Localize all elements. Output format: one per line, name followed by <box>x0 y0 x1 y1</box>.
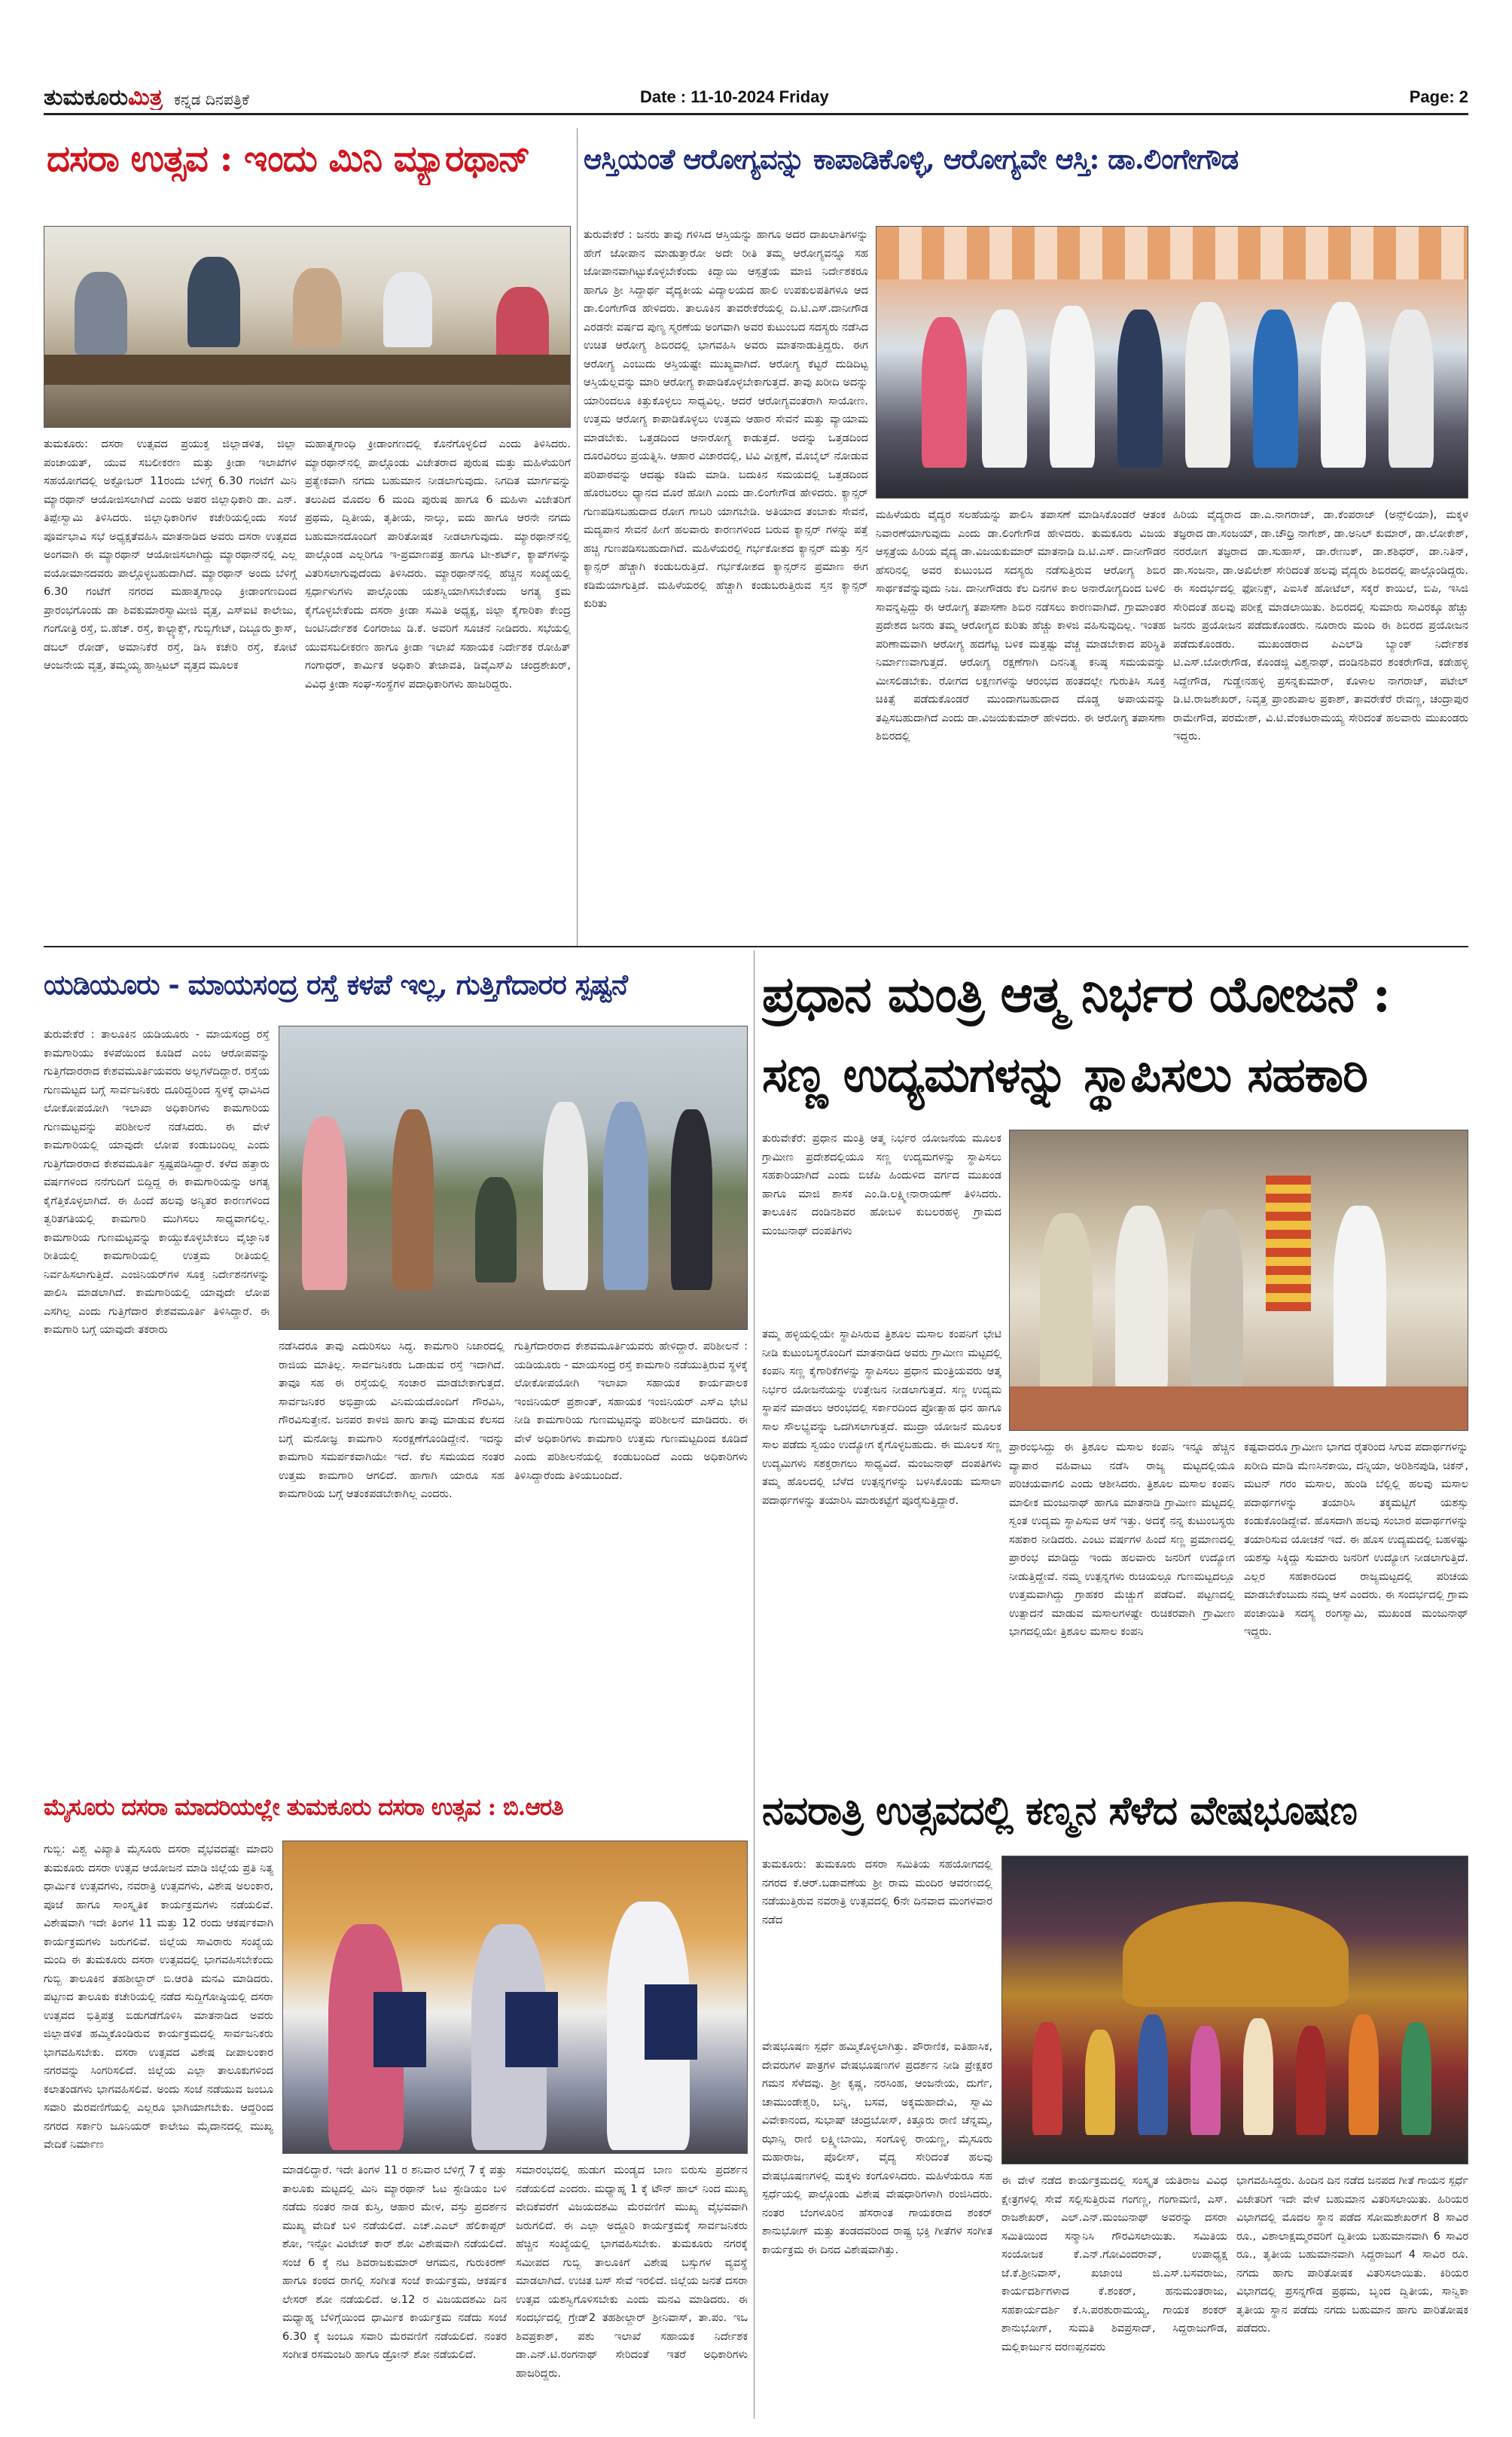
costume-event-photo <box>1001 1856 1468 2164</box>
headline-atmanirbhar-line1: ಪ್ರಧಾನ ಮಂತ್ರಿ ಆತ್ಮ ನಿರ್ಭರ ಯೋಜನೆ : <box>762 965 1391 1023</box>
column-divider <box>577 128 578 946</box>
article-body-col: ಗುತ್ತಿಗೆದಾರರಾದ ಕೇಶವಮೂರ್ತಿಯವರು ಹೇಳಿದ್ದಾರೆ. ಪರಿಶೀಲನೆ : ಯಡಿಯೂರು - ಮಾಯಸಂದ್ರ ರಸ್ತೆ ಕಾಮಗಾರಿ ನಡೆಯುತ್ತಿರುವ ಸ್ಥಳಕ್ಕೆ ಲೋಕೋಪಯೋಗಿ ಇಲಾಖಾ ಸಹಾಯಕ ಕಾರ್ಯಪಾಲಕ ಇಂಜಿನಿಯರ್ ಪ್ರಶಾಂತ್, ಸಹಾಯಕ ಇಂಜಿನಿಯರ್ ಎಸ್‌ಎ ಭೇಟಿ ನೀಡಿ ಕಾಮಗಾರಿಯ ಗುಣಮಟ್ಟವನ್ನು ಪರಿಶೀಲನೆ ಮಾಡಿದರು. ಈ ವೇಳೆ ಅಧಿಕಾರಿಗಳು ಕಾಮಗಾರಿ ಉತ್ತಮ ಗುಣಮಟ್ಟದಿಂದ ಕೂಡಿದೆ ಎಂದು ಪರಿಶೀಲನೆಯಲ್ಲಿ ಕಂಡುಬಂದಿದೆ ಎಂದು ಅಧಿಕಾರಿಗಳು ತಿಳಿಸಿದ್ದಾರೆಂದು ತಿಳಿಯಬಂದಿದೆ. <box>514 1341 748 1482</box>
article-body-col: ತುರುವೇಕೆರೆ : ಜನರು ತಾವು ಗಳಿಸಿದ ಆಸ್ತಿಯನ್ನು ಹಾಗೂ ಅದರ ದಾಖಲಾತಿಗಳನ್ನು ಹೇಗೆ ಜೋಪಾನ ಮಾಡುತ್ತಾರೋ ಅದೇ ರೀತಿ ತಮ್ಮ ಆರೋಗ್ಯವನ್ನೂ ಸಹ ಜೋಪಾನವಾಗಿಟ್ಟುಕೊಳ್ಳಬೇಕೆಂದು ಕಿದ್ವಾಯಿ ಆಸ್ಪತ್ರೆಯ ಮಾಜಿ ನಿರ್ದೇಶಕರೂ ಹಾಗೂ ಶ್ರೀ ಸಿದ್ದಾರ್ಥ ವೈದ್ಯಕೀಯ ವಿದ್ಯಾಲಯದ ಹಾಲಿ ಉಪಕುಲಪತಿಗಳೂ ಆದ ಡಾ.ಲಿಂಗೇಗೌಡ ಹೇಳಿದರು. ತಾಲೂಕಿನ ತಾವರೇಕೆರೆಯಲ್ಲಿ ದಿ.ಟಿ.ಎಸ್.ದಾನೀಗೌಡ ಎರಡನೇ ವರ್ಷದ ಪುಣ್ಯ ಸ್ಮರಣೆಯ ಅಂಗವಾಗಿ ಅವರ ಕುಟುಂಬದ ಸದಸ್ಯರು ನಡೆಸಿದ ಉಚಿತ ಆರೋಗ್ಯ ಶಿಬಿರದಲ್ಲಿ ಭಾಗವಹಿಸಿ ಅವರು ಮಾತನಾಡುತ್ತಿದ್ದರು. ಈಗ ಆರೋಗ್ಯ ಎಂಬುದು ಆಸ್ತಿಯಷ್ಟೇ ಮುಖ್ಯವಾಗಿದೆ. ಆರೋಗ್ಯ ಕೆಟ್ಟರೆ ದುಡಿದಿಟ್ಟ ಆಸ್ತಿಯೆಲ್ಲವನ್ನು ಮಾರಿ ಆರೋಗ್ಯ ಕಾಪಾಡಿಕೊಳ್ಳಬೇಕಾಗುತ್ತದೆ. ತಾವು ಖರೀದಿ ಅದನ್ನು ಯಾರಿಂದಲೂ ಕಿತ್ತುಕೊಳ್ಳಲು ಸಾಧ್ಯವಿಲ್ಲ. ಆದರೆ ಆರೋಗ್ಯವಂತರಾಗಿ ಸಾಯೋಣ. ಉತ್ತಮ ಆರೋಗ್ಯ ಕಾಪಾಡಿಕೊಳ್ಳಲು ಉತ್ತಮ ಆಹಾರ ಸೇವನೆ ಮತ್ತು ವ್ಯಾಯಾಮ ಮಾಡಬೇಕು. ಒತ್ತಡದಿಂದ ಆನಾರೋಗ್ಯ ಕಾಡುತ್ತದೆ. ಅದನ್ನು ಒತ್ತಡದಿಂದ ದೂರವಿರಲು ಪ್ರಯತ್ನಿಸಿ. ಆಹಾರ ವಿಚಾರದಲ್ಲಿ, ಟಿವಿ ವೀಕ್ಷಣೆ, ಮೊಬೈಲ್ ನೋಡುವ ಪರಿಪಾಠವನ್ನು ಆದಷ್ಟು ಕಡಿಮೆ ಮಾಡಿ. ಬದುಕಿನ ಸಮಯದಲ್ಲಿ ಒತ್ತಡದಿಂದ ಹೊರಬರಲು ಧ್ಯಾನದ ಮೊರೆ ಹೋಗಿ ಎಂದು ಡಾ.ಲಿಂಗೇಗೌಡ ಹೇಳಿದರು. ಕ್ಯಾನ್ಸರ್ ಗುಣಪಡಿಸಬಹುದಾದ ರೋಗ ಗಾಬರಿ ಯಾಗಬೇಡಿ. ಅತಿಯಾದ ತಂಬಾಕು ಸೇವನೆ, ಮದ್ಯಪಾನ ಸೇವನೆ ಹೀಗೆ ಹಲವಾರು ಕಾರಣಗಳಿಂದ ಬರುವ ಕ್ಯಾನ್ಸರ್ ಗಳನ್ನು ಪತ್ತೆ ಹಚ್ಚಿ ಗುಣಪಡಿಸಬಹುದಾಗಿದೆ. ಮಹಿಳೆಯರಲ್ಲಿ ಗರ್ಭಕೋಶದ ಕ್ಯಾನ್ಸರ್ ಮತ್ತು ಸ್ತನ ಕ್ಯಾನ್ಸರ್ ಹೆಚ್ಚಾಗಿ ಕಂಡುಬರುತ್ತಿದೆ. ಗರ್ಭಕೋಶದ ಕ್ಯಾನ್ಸರ್‌ನ ಪ್ರಮಾಣ ಈಗ ಕಡಿಮೆಯಾಗುತ್ತಿದೆ. ಮಹಿಳೆಯರಲ್ಲಿ ಹೆಚ್ಚಾಗಿ ಕಂಡುಬರುತ್ತಿರುವ ಸ್ತನ ಕ್ಯಾನ್ಸರ್ ಕುರಿತು <box>584 229 868 610</box>
issue-date: Date : 11-10-2024 Friday <box>640 87 829 106</box>
newspaper-tagline: ಕನ್ನಡ ದಿನಪತ್ರಿಕೆ <box>173 90 249 108</box>
article-body-col: ನಡೆಸಿದರೂ ತಾವು ಎದುರಿಸಲು ಸಿದ್ಧ. ಕಾಮಗಾರಿ ನಿಜಾರದಲ್ಲಿ ರಾಜಿಯ ಮಾತಿಲ್ಲ. ಸಾರ್ವಜನಿಕರು ಒಡಾಡುವ ರಸ್ತೆ ಇದಾಗಿದೆ. ತಾವೂ ಸಹ ಈ ರಸ್ತೆಯಲ್ಲಿ ಸಂಚಾರ ಮಾಡಬೇಕಾಗುತ್ತದೆ. ಸಾರ್ವಜನಿಕರ ಅಭಿಪ್ರಾಯ ವಿನಿಮಯದೊಂದಿಗೆ ಗೌರವಿಸಿ, ಗೌರವಿಸುತ್ತೇನೆ. ಜನಪರ ಕಾಳಜಿ ಹಾಗು ತಾವು ಮಾಡುವ ಕೆಲಸದ ಬಗ್ಗೆ ಮನೋಜ್ಞ ಕಾಮಗಾರಿ ಸಂರಕ್ಷಣೆಗೊಂಡಿದ್ದೇನೆ. ಇದನ್ನು ಕಾಮಗಾರಿ ಸಮರ್ಪಕವಾಗಿಯೇ ಇದೆ. ಕೆಲ ಸಮಯದ ನಂತರ ಉತ್ತಮ ಕಾಮಗಾರಿ ಆಗಲಿದೆ. ಹಾಗಾಗಿ ಯಾರೂ ಸಹ ಕಾಮಗಾರಿಯ ಬಗ್ಗೆ ಆತಂಕಪಡಬೇಕಾಗಿಲ್ಲ ಎಂದರು. <box>279 1341 505 1500</box>
article-body-col: ವೇಷಭೂಷಣ ಸ್ಪರ್ಧೆ ಹಮ್ಮಿಕೊಳ್ಳಲಾಗಿತ್ತು. ಪೌರಾಣಿಕ, ಐತಿಹಾಸಿಕ, ದೇವರುಗಳ ಪಾತ್ರಗಳ ವೇಷಭೂಷಣಗಳ ಪ್ರದರ್ಶನ ನೀಡಿ ಪ್ರೇಕ್ಷಕರ ಗಮನ ಸೆಳೆದವು. ಶ್ರೀ ಕೃಷ್ಣ, ನರಸಿಂಹ, ಆಂಜನೇಯ, ದುರ್ಗೆ, ಚಾಮುಂಡೇಶ್ವರಿ, ಬನ್ನಿ, ಬಸವ, ಅಕ್ಕಮಹಾದೇವಿ, ಸ್ವಾಮಿ ವಿವೇಕಾನಂದ, ಸುಭಾಷ್ ಚಂದ್ರಬೋಸ್, ಕಿತ್ತೂರು ರಾಣಿ ಚೆನ್ನಮ್ಮ, ಝಾನ್ಸಿ ರಾಣಿ ಲಕ್ಷ್ಮೀಬಾಯಿ, ಸಂಗೊಳ್ಳಿ ರಾಯಣ್ಣ, ಮೈಸೂರು ಮಹಾರಾಜ, ಪೊಲೀಸ್, ವೈದ್ಯ ಸೇರಿದಂತೆ ಹಲವು ವೇಷಭೂಷಣಗಳಲ್ಲಿ ಮಕ್ಕಳು ಕಂಗೊಳಿಸಿದರು. ಮಹಿಳೆಯರೂ ಸಹ ಸ್ಪರ್ಧೆಯಲ್ಲಿ ಪಾಲ್ಗೊಂಡು ವಿಶೇಷ ವೇಷಧಾರಿಗಳಾಗಿ ರಂಜಿಸಿದರು. ನಂತರ ಬೆಂಗಳೂರಿನ ಹೆಸರಾಂತ ಗಾಯಕರಾದ ಶಂಕರ್ ಶಾನುಭೋಗ್ ಮತ್ತು ತಂಡದವರಿಂದ ರಾಷ್ಟ್ರ ಭಕ್ತಿ ಗೀತೆಗಳ ಸಂಗೀತ ಕಾರ್ಯಕ್ರಮ ಈ ದಿನದ ವಿಶೇಷವಾಗಿತ್ತು. <box>762 2041 992 2256</box>
headline-health-asset: ಆಸ್ತಿಯಂತೆ ಆರೋಗ್ಯವನ್ನು ಕಾಪಾಡಿಕೊಳ್ಳಿ, ಆರೋಗ್ಯವೇ ಆಸ್ತಿ: ಡಾ.ಲಿಂಗೇಗೌಡ <box>584 142 1239 175</box>
masthead-rule <box>44 113 1468 115</box>
article-body-col: ತುಮಕೂರು: ತುಮಕೂರು ದಸರಾ ಸಮಿತಿಯ ಸಹಯೋಗದಲ್ಲಿ ನಗರದ ಕೆ.ಆರ್.ಬಡಾವಣೆಯ ಶ್ರೀ ರಾಮ ಮಂದಿರ ಆವರಣದಲ್ಲಿ ನಡೆಯುತ್ತಿರುವ ನವರಾತ್ರಿ ಉತ್ಸವದಲ್ಲಿ 6ನೇ ದಿನವಾದ ಮಂಗಳವಾರ ನಡೆದ <box>762 1859 992 1926</box>
masala-factory-photo <box>1009 1130 1468 1431</box>
logo-main-text: ತುಮಕೂರು <box>44 84 129 110</box>
article-body-col: ಈ ವೇಳೆ ನಡೆದ ಕಾರ್ಯಕ್ರಮದಲ್ಲಿ ಸಂಸ್ಕೃತ ಯತಿರಾಜ ವಿವಿಧ ಕ್ಷೇತ್ರಗಳಲ್ಲಿ ಸೇವೆ ಸಲ್ಲಿಸುತ್ತಿರುವ ಗಂಗಣ್ಣ, ಗಂಗಾಮಣಿ, ಎಸ್. ರಾಜಶೇಖರ್, ಎಲ್.ಎನ್.ಮಂಜುನಾಥ್ ಅವರನ್ನು ದಸರಾ ಸಮಿತಿಯಿಂದ ಸನ್ಮಾನಿಸಿ ಗೌರವಿಸಲಾಯಿತು. ಸಮಿತಿಯ ಸಂಯೋಜಕ ಕೆ.ಎನ್.ಗೋವಿಂದರಾವ್, ಉಪಾಧ್ಯಕ್ಷ ಜೆ.ಕೆ.ಶ್ರೀನಿವಾಸ್, ಖಜಾಂಚಿ ಜಿ.ಎಸ್.ಬಸವರಾಜು, ಕಾರ್ಯದರ್ಶಿಗಳಾದ ಕೆ.ಶಂಕರ್, ಹನುಮಂತರಾಜು, ಸಹಕಾರ್ಯದರ್ಶಿ ಕೆ.ಸಿ.ಪರಶುರಾಮಯ್ಯ, ಗಾಯಕ ಶಂಕರ್ ಶಾನುಭೋಗ್, ಸುಮತಿ ಶಿವಪ್ರಸಾದ್, ಸಿದ್ದರಾಜುಗೌಡ, ಮಲ್ಲಿಕಾರ್ಜುನ ದರಣಪ್ಪನವರು <box>1001 2175 1227 2353</box>
health-camp-photo <box>876 226 1468 499</box>
article-body-col: ಹಿರಿಯ ವೈದ್ಯರಾದ ಡಾ.ಎ.ನಾಗರಾಜ್, ಡಾ.ಕೆಂಪರಾಜ್ (ಅನ್ಸ್‌ಲಿಯಾ), ಮಕ್ಕಳ ತಜ್ಞರಾದ ಡಾ.ಸಂಜಯ್, ಡಾ.ಚೌಧ್ರಿ ನಾಗೇಶ್, ಡಾ.ಅನಿಲ್ ಕುಮಾರ್, ಡಾ.ಲೋಕೇಶ್, ನರರೋಗ ತಜ್ಞರಾದ ಡಾ.ಸುಹಾಸ್, ಡಾ.ರೇಣುಕ್, ಡಾ.ಶಶಿಧರ್, ಡಾ.ನಿತಿನ್, ಡಾ.ಸಂಜನಾ, ಡಾ.ಅಖಿಲೇಶ್ ಸೇರಿದಂತೆ ಹಲವು ವೈದ್ಯರು ಶಿಬಿರದಲ್ಲಿ ಪಾಲ್ಗೊಂಡಿದ್ದರು. ಈ ಸಂದರ್ಭದಲ್ಲಿ ಫೋನಿಕ್ಸ್, ಪಿಐಸಿಕೆ ಹೋಟೆಲ್, ಸಕ್ಕರೆ ಕಾಯಿಲೆ, ಬಿಪಿ, ಇಸಿಜಿ ಸೇರಿದಂತೆ ಹಲವು ಪರೀಕ್ಷೆ ಮಾಡಲಾಯಿತು. ಶಿಬಿರದಲ್ಲಿ ಸುಮಾರು ಸಾವಿರಕ್ಕೂ ಹೆಚ್ಚು ಜನರು ಪ್ರಯೋಜನ ಪಡೆದುಕೊಂಡರು. ನೂರಾರು ಮಂದಿ ಈ ಶಿಬಿರದ ಪ್ರಯೋಜನ ಪಡೆದುಕೊಂಡರು. ಮುಖಂಡರಾದ ಪಿಎಲ್‌ಡಿ ಬ್ಯಾಂಕ್ ನಿರ್ದೇಶಕ ಟಿ.ಎಸ್.ಬೋರೇಗೌಡ, ಕೊಂಡಜ್ಜಿ ವಿಶ್ವನಾಥ್, ದಂಡಿನಶಿವರ ಶಂಕರೇಗೌಡ, ಕಡೇಹಳ್ಳಿ ಸಿದ್ದೇಗೌಡ, ಗುಡ್ಡೇನಹಳ್ಳಿ ಪ್ರಸನ್ನಕುಮಾರ್, ಕೊಳಾಲ ನಾಗರಾಜ್, ಪಟೇಲ್ ಡಿ.ಟಿ.ರಾಜಶೇಖರ್, ನಿವೃತ್ತ ಪ್ರಾಂಶುಪಾಲ ಪ್ರಕಾಶ್, ತಾವರೇಕೆರೆ ರೇವಣ್ಣ, ಚಂದ್ರಾಪುರ ರಾಮೇಗೌಡ, ಪರಮೇಶ್, ವಿ.ಟಿ.ವೆಂಕಟರಾಮಯ್ಯ ಸೇರಿದಂತೆ ಹಲವಾರು ಮುಖಂಡರು ಇದ್ದರು. <box>1173 509 1468 743</box>
article-body-col: ಮಾಡಲಿದ್ದಾರೆ. ಇದೇ ತಿಂಗಳ 11 ರ ಶನಿವಾರ ಬೆಳಿಗ್ಗೆ 7 ಕ್ಕೆ ಪತ್ತು ತಾಲೂಕು ಮಟ್ಟದಲ್ಲಿ ಮಿನಿ ಮ್ಯಾರಥಾನ್ ಓಟ ಸ್ಟೇಡಿಯಂ ಬಳಿ ನಡೆದು ನಂತರ ನಾಡ ಕುಸ್ತಿ, ಆಹಾರ ಮೇಳ, ವಸ್ತು ಪ್ರದರ್ಶನ ಮುಖ್ಯ ವೇದಿಕೆ ಬಳಿ ನಡೆಯಲಿದೆ. ಎಚ್.ಎಎಲ್ ಹೆಲಿಕಾಪ್ಟರ್ ಶೋ, ಇನ್ಫೋ ವಿಂಟೇಜ್ ಕಾರ್ ಶೋ ವಿಶೇಷವಾಗಿ ನಡೆಯಲಿದೆ. ಸಂಜೆ 6 ಕ್ಕೆ ನಟ ಶಿವರಾಜಕುಮಾರ್ ಆಗಮನ, ಗುರುಕಿರಣ್ ಹಾಗೂ ಕಂಠದ ರಾಗಲ್ಲಿ ಸಂಗೀತ ಸಂಜೆ ಕಾರ್ಯಕ್ರಮ, ಆಕರ್ಷಕ ಲೇಸರ್ ಶೋ ನಡೆಯಲಿದೆ. ಅ.12 ರ ವಿಜಯದಶಮಿ ದಿನ ಮಧ್ಯಾಹ್ನ ಬೆಳಿಗ್ಗೆಯಿಂದ ಧಾರ್ಮಿಕ ಕಾರ್ಯಕ್ರಮ ನಡೆದು ಸಂಜೆ 6.30 ಕ್ಕೆ ಜಂಬೂ ಸವಾರಿ ಮೆರವಣಿಗೆ ನಡೆಯಲಿದೆ. ನಂತರ ಸಂಗೀತ ರಸಮಂಜರಿ ಹಾಗೂ ಡ್ರೋನ್ ಶೋ ನಡೆಯಲಿದೆ. <box>282 2164 507 2361</box>
logo-accent-text: ಮಿತ್ರ <box>128 84 163 110</box>
article-body-col: ಭಾಗವಹಿಸಿದ್ದರು. ಹಿಂದಿನ ದಿನ ನಡೆದ ಜನಪದ ಗೀತೆ ಗಾಯನ ಸ್ಪರ್ಧೆ ವಿಜೇತರಿಗೆ ಇದೇ ವೇಳೆ ಬಹುಮಾನ ವಿತರಿಸಲಾಯಿತು. ಹಿರಿಯರ ವಿಭಾಗದಲ್ಲಿ ಮೊದಲ ಸ್ಥಾನ ಪಡೆದ ಸೋಮಶೇಖರ್‌ಗೆ 8 ಸಾವಿರ ರೂ., ವಿಶಾಲಾಕ್ಷಮ್ಮರವರಿಗೆ ದ್ವಿತೀಯ ಬಹುಮಾನವಾಗಿ 6 ಸಾವಿರ ರೂ., ತೃತೀಯ ಬಹುಮಾನವಾಗಿ ಸಿದ್ದರಾಜುಗೆ 4 ಸಾವಿರ ರೂ. ನಗದು ಹಾಗು ಪಾರಿತೋಷಕ ವಿತರಿಸಲಾಯಿತು. ಕಿರಿಯರ ವಿಭಾಗದಲ್ಲಿ ಪ್ರಸನ್ನಗೌಡ ಪ್ರಥಮ, ಬೃಂದ ದ್ವಿತೀಯ, ಸಾನ್ವಿಕಾ ತೃತೀಯ ಸ್ಥಾನ ಪಡೆದು ನಗದು ಬಹುಮಾನ ಹಾಗು ಪಾರಿತೋಷಕ ಪಡೆದರು. <box>1236 2175 1468 2335</box>
article-body-col: ತುರುವೇಕೆರೆ : ತಾಲೂಕಿನ ಯಡಿಯೂರು - ಮಾಯಸಂದ್ರ ರಸ್ತೆ ಕಾಮಗಾರಿಯು ಕಳಪೆಯಿಂದ ಕೂಡಿದೆ ಎಂಬ ಆರೋಪವನ್ನು ಗುತ್ತಿಗೆದಾರರಾದ ಕೇಶವಮೂರ್ತಿಯವರು ಅಲ್ಲಗಳೆದಿದ್ದಾರೆ. ರಸ್ತೆಯ ಗುಣಮಟ್ಟದ ಬಗ್ಗೆ ಸಾರ್ವಜನಿಕರು ದೂರಿದ್ದರಿಂದ ಸ್ಥಳಕ್ಕೆ ಧಾವಿಸಿದ ಲೋಕೋಪಯೋಗಿ ಇಲಾಖಾ ಅಧಿಕಾರಿಗಳು ಕಾಮಗಾರಿಯ ಗುಣಮಟ್ಟವನ್ನು ಪರಿಶೀಲನೆ ನಡೆಸಿದರು. ಈ ವೇಳೆ ಕಾಮಗಾರಿಯಲ್ಲಿ ಯಾವುದೇ ಲೋಪ ಕಂಡುಬಂದಿಲ್ಲ ಎಂದು ಗುತ್ತಿಗೆದಾರರಾದ ಕೇಶವಮೂರ್ತಿ ಸ್ಪಷ್ಟಪಡಿಸಿದ್ದಾರೆ. ಕಳೆದ ಹತ್ತಾರು ವರ್ಷಗಳಿಂದ ನನೆಗುದಿಗೆ ಬಿದ್ದಿದ್ದ ಈ ಕಾಮಗಾರಿಯನ್ನು ಅಗತ್ಯ ಕೈಗೆತ್ತಿಕೊಳ್ಳಲಾಗಿದೆ. ಈ ಹಿಂದೆ ಹಲವು ಅನ್ಯಿತರ ಕಾರಣಗಳಿಂದ ತ್ವರಿತಗತಿಯಲ್ಲಿ ಕಾಮಗಾರಿ ಮುಗಿಸಲು ಸಾಧ್ಯವಾಗಲಿಲ್ಲ. ಕಾಮಗಾರಿಯ ಗುಣಮಟ್ಟವನ್ನು ಕಾಯ್ದುಕೊಳ್ಳಬೇಕಲು ವೈಜ್ಞಾನಿಕ ರೀತಿಯಲ್ಲಿ ಕಾಮಗಾರಿಯಲ್ಲಿ ಉತ್ತಮ ರೀತಿಯಲ್ಲಿ ನಿರ್ವಹಿಸಲಾಗುತ್ತಿದೆ. ಎಂಜಿನಿಯರ್‌ಗಳ ಸೂಕ್ತ ನಿರ್ದೇಶನಗಳನ್ನು ಪಾಲಿಸಿ ಮಾಡಲಾಗಿದೆ. ಕಾಮಗಾರಿಯಲ್ಲಿ ಯಾವುದೇ ಲೋಪ ಎಸಗಿಲ್ಲ ಎಂದು ಗುತ್ತಿಗೆದಾರ ಕೇಶವಮೂರ್ತಿ ತಿಳಿಸಿದ್ದಾರೆ. ಈ ಕಾಮಗಾರಿ ಬಗ್ಗೆ ಯಾವುದೇ ತಕರಾರು <box>44 1029 270 1336</box>
headline-dasara-aarati: ಮೈಸೂರು ದಸರಾ ಮಾದರಿಯಲ್ಲೇ ತುಮಕೂರು ದಸರಾ ಉತ್ಸವ : ಬಿ.ಆರತಿ <box>44 1794 563 1821</box>
headline-mini-marathon: ದಸರಾ ಉತ್ಸವ : ಇಂದು ಮಿನಿ ಮ್ಯಾರಥಾನ್ <box>47 138 530 180</box>
article-body-col: ಪ್ರಾರಂಭಿಸಿದ್ದು ಈ ತ್ರಿಶೂಲ ಮಸಾಲ ಕಂಪನಿ ಇನ್ನೂ ಹೆಚ್ಚಿನ ವ್ಯಾಪಾರ ವಹಿವಾಟು ನಡೆಸಿ ರಾಜ್ಯ ಮಟ್ಟದಲ್ಲಿಯೂ ಪರಿಚಯವಾಗಲಿ ಎಂದು ಆಶೀಸಿದರು. ತ್ರಿಶೂಲ ಮಸಾಲ ಕಂಪನಿ ಮಾಲೀಕ ಮಂಜುನಾಥ್ ಹಾಗೂ ಮಾತನಾಡಿ ಗ್ರಾಮೀಣ ಮಟ್ಟದಲ್ಲಿ ಸ್ವಂತ ಉದ್ಯಮ ಸ್ಥಾಪಿಸುವ ಆಸೆ ಇತ್ತು. ಅದಕ್ಕೆ ನನ್ನ ಕುಟುಂಬಸ್ಥರು ಸಹಕಾರ ನೀಡಿದರು. ಎಂಟು ವರ್ಷಗಳ ಹಿಂದೆ ಸಣ್ಣ ಪ್ರಮಾಣದಲ್ಲಿ ಪ್ರಾರಂಭ ಮಾಡಿದ್ದು ಇಂದು ಹಲವಾರು ಜನರಿಗೆ ಉದ್ಯೋಗ ನೀಡುತ್ತಿದ್ದೇವೆ. ನಮ್ಮ ಉತ್ಪನ್ನಗಳು ರುಚಿಯಲ್ಲೂ ಗುಣಮಟ್ಟದಲ್ಲೂ ಉತ್ತಮವಾಗಿದ್ದು ಗ್ರಾಹಕರ ಮೆಚ್ಚುಗೆ ಪಡೆದಿವೆ. ಪಟ್ಟಣದಲ್ಲಿ ಉತ್ಪಾದನೆ ಮಾಡುವ ಮಸಾಲಗಳಷ್ಟೇ ರುಚಿಕರವಾಗಿ ಗ್ರಾಮೀಣ ಭಾಗದಲ್ಲಿಯೇ ತ್ರಿಶೂಲ ಮಸಾಲ ಕಂಪನಿ <box>1009 1441 1235 1638</box>
poster-release-photo <box>282 1841 748 2154</box>
article-body-col: ಮಹಿಳೆಯರು ವೈದ್ಯರ ಸಲಹೆಯನ್ನು ಪಾಲಿಸಿ ತಪಾಸಣೆ ಮಾಡಿಸಿಕೊಂಡರೆ ಆತಂಕ ನಿವಾರಣೆಯಾಗುವುದು ಎಂದು ಡಾ.ಲಿಂಗೇಗೌಡ ಹೇಳಿದರು. ತುಮಕೂರು ವಿಜಯ ಆಸ್ಪತ್ರೆಯ ಹಿರಿಯ ವೈದ್ಯ ಡಾ.ವಿಜಯಕುಮಾರ್ ಮಾತನಾಡಿ ದಿ.ಟಿ.ಎಸ್. ದಾನೀಗೌಡರ ಹೆಸರಿನಲ್ಲಿ ಅವರ ಕುಟುಂಬದ ಸದಸ್ಯರು ನಡೆಸುತ್ತಿರುವ ಆರೋಗ್ಯ ಶಿಬಿರ ಸಾರ್ಥಕವೆನ್ನುವುದು ನಿಜ. ದಾನೀಗೌಡರು ಕೆಲ ದಿನಗಳ ಕಾಲ ಅನಾರೋಗ್ಯದಿಂದ ಬಳಲಿ ಸಾವನ್ನಪ್ಪಿದ್ದು ಈ ಆರೋಗ್ಯ ತಪಾಸಣಾ ಶಿಬಿರ ನಡೆಸಲು ಕಾರಣವಾಗಿದೆ. ಗ್ರಾಮಾಂತರ ಪ್ರದೇಶದ ಜನರು ತಮ್ಮ ಆರೋಗ್ಯದ ಕುರಿತು ಹೆಚ್ಚು ಕಾಳಜಿ ವಹಿಸುವುದಿಲ್ಲ. ಇಂತಹ ಪರಿಣಾಮವಾಗಿ ಆರೋಗ್ಯ ಹದಗೆಟ್ಟ ಬಳಿಕ ಮತ್ತಷ್ಟು ವೆಚ್ಚ ಮಾಡಬೇಕಾದ ಪರಿಸ್ಥಿತಿ ನಿರ್ಮಾಣವಾಗುತ್ತದೆ. ಆರೋಗ್ಯ ರಕ್ಷಣೆಗಾಗಿ ದಿನನಿತ್ಯ ಕನಿಷ್ಠ ಸಮಯವನ್ನು ಮೀಸಲಿಡಬೇಕು. ರೋಗದ ಲಕ್ಷಣಗಳನ್ನು ಆರಂಭದ ಹಂತದಲ್ಲೇ ಗುರುತಿಸಿ ಸೂಕ್ತ ಚಿಕಿತ್ಸೆ ಪಡೆದುಕೊಂಡರೆ ಮುಂದಾಗಬಹುದಾದ ದೊಡ್ಡ ಅಪಾಯವನ್ನು ತಪ್ಪಿಸಬಹುದಾಗಿದೆ ಎಂದು ಡಾ.ವಿಜಯಕುಮಾರ್ ಹೇಳಿದರು. ಈ ಆರೋಗ್ಯ ತಪಾಸಣಾ ಶಿಬಿರದಲ್ಲಿ <box>876 509 1166 743</box>
article-body-col: ಕಷ್ಟವಾದರೂ ಗ್ರಾಮೀಣ ಭಾಗದ ರೈತರಿಂದ ಸಿಗುವ ಪದಾರ್ಥಗಳನ್ನು ಖರೀದಿ ಮಾಡಿ ಮೆಣಸಿನಕಾಯಿ, ದನ್ನಿಯಾ, ಅರಿಶಿನಪುಡಿ, ಚಿಕನ್, ಮಟನ್ ಗರಂ ಮಸಾಲ, ಹುಂಡಿ ಬೆಲ್ಲಿಲ್ಲಿ ಹಲವು ಮಸಾಲ ಪದಾರ್ಥಗಳನ್ನು ತಯಾರಿಸಿ ತಕ್ಕಮಟ್ಟಿಗೆ ಯಶಸ್ಸು ಕಂಡುಕೊಂಡಿದ್ದೇವೆ. ಹೊಸದಾಗಿ ಹಲವು ಸಂಬಾರ ಪದಾರ್ಥಗಳನ್ನು ತಯಾರಿಸುವ ಯೋಚನೆ ಇದೆ. ಈ ಹೊಸ ಉದ್ಯಮದಲ್ಲಿ ಬಹಳಷ್ಟು ಯಶಸ್ಸು ಸಿಕ್ಕಿದ್ದು ಸುಮಾರು ಜನರಿಗೆ ಉದ್ಯೋಗ ನೀಡಲಾಗುತ್ತಿದೆ. ಎಲ್ಲರ ಸಹಕಾರದಿಂದ ರಾಜ್ಯಮಟ್ಟದಲ್ಲಿ ಪರಿಚಯ ಮಾಡಬೇಕೆಂಬುದು ನಮ್ಮ ಆಸೆ ಎಂದರು. ಈ ಸಂದರ್ಭದಲ್ಲಿ ಗ್ರಾಮ ಪಂಚಾಯಿತಿ ಸದಸ್ಯ ರಂಗಸ್ವಾಮಿ, ಮುಖಂಡ ಮಂಜುನಾಥ್ ಇದ್ದರು. <box>1244 1441 1468 1638</box>
headline-navaratri-costumes: ನವರಾತ್ರಿ ಉತ್ಸವದಲ್ಲಿ ಕಣ್ಮನ ಸೆಳೆದ ವೇಷಭೂಷಣ <box>762 1788 1357 1834</box>
article-body-col: ಸಮಾರಂಭದಲ್ಲಿ ಹುಡುಗ ಮಂಡ್ಯದ ಬಾಣ ಬಿರುಸು ಪ್ರದರ್ಶನ ನಡೆಯಲಿದೆ ಎಂದರು. ಮಧ್ಯಾಹ್ನ 1 ಕ್ಕೆ ಟೌನ್ ಹಾಲ್ ನಿಂದ ಮುಖ್ಯ ವೇದಿಕೆವರೆಗೆ ವಿಜಯದಶಮಿ ಮೆರವಣಿಗೆ ಮುಖ್ಯ ವೈಭವವಾಗಿ ಜರುಗಲಿದೆ. ಈ ಎಲ್ಲಾ ಅದ್ದೂರಿ ಕಾರ್ಯಕ್ರಮಕ್ಕೆ ಸಾರ್ವಜನಿಕರು ಹೆಚ್ಚಿನ ಸಂಖ್ಯೆಯಲ್ಲಿ ಭಾಗವಹಿಸಬೇಕು. ತುಮಕೂರು ನಗರಕ್ಕೆ ಸಮೀಪದ ಗುಬ್ಬಿ ತಾಲೂಕಿಗೆ ವಿಶೇಷ ಬಸ್ಸುಗಳ ವ್ಯವಸ್ಥೆ ಮಾಡಲಾಗಿದೆ. ಉಚಿತ ಬಸ್ ಸೇವೆ ಇರಲಿದೆ. ಜಿಲ್ಲೆಯ ಜನತೆ ದಸರಾ ಉತ್ಸವ ಯಶಸ್ವಿಗೊಳಿಸಬೇಕು ಎಂದು ಮನವಿ ಮಾಡಿದರು. ಈ ಸಂದರ್ಭದಲ್ಲಿ ಗ್ರೇಡ್2 ತಹಶೀಲ್ದಾರ್ ಶ್ರೀನಿವಾಸ್, ತಾ.ಪಂ. ಇಒ ಶಿವಪ್ರಕಾಶ್, ಪಶು ಇಲಾಖೆ ಸಹಾಯಕ ನಿರ್ದೇಶಕ ಡಾ.ಎನ್.ಟಿ.ರಂಗನಾಥ್ ಸೇರಿದಂತೆ ಇತರೆ ಅಧಿಕಾರಿಗಳು ಹಾಜರಿದ್ದರು. <box>516 2164 748 2380</box>
article-body-col: ಮಹಾತ್ಮಗಾಂಧಿ ಕ್ರೀಡಾಂಗಣದಲ್ಲಿ ಕೊನೆಗೊಳ್ಳಲಿದೆ ಎಂದು ತಿಳಿಸಿದರು. ಮ್ಯಾರಥಾನ್‌ನಲ್ಲಿ ಪಾಲ್ಗೊಂಡು ವಿಜೇತರಾದ ಪುರುಷ ಮತ್ತು ಮಹಿಳೆಯರಿಗೆ ಪ್ರತ್ಯೇಕವಾಗಿ ನಗದು ಬಹುಮಾನ ನೀಡಲಾಗುವುದು. ನಿಗದಿತ ಮಾರ್ಗವನ್ನು ತಲುಪಿದ ಮೊದಲ 6 ಮಂದಿ ಪುರುಷ ಹಾಗೂ 6 ಮಹಿಳಾ ವಿಜೇತರಿಗೆ ಪ್ರಥಮ, ದ್ವಿತೀಯ, ತೃತೀಯ, ನಾಲ್ಕು, ಐದು ಹಾಗೂ ಆರನೇ ನಗದು ಬಹುಮಾನದೊಂದಿಗೆ ಪಾರಿತೋಷಕ ನೀಡಲಾಗುವುದು. ಮ್ಯಾರಥಾನ್‌ನಲ್ಲಿ ಪಾಲ್ಗೊಂಡ ಎಲ್ಲರಿಗೂ ಇ-ಪ್ರಮಾಣಪತ್ರ ಹಾಗೂ ಟೀ-ಶರ್ಟ್, ಕ್ಯಾಪ್‌ಗಳನ್ನು ವಿತರಿಸಲಾಗುವುದೆಂದು ತಿಳಿಸಿದರು. ಮ್ಯಾರಥಾನ್‌ನಲ್ಲಿ ಹೆಚ್ಚಿನ ಸಂಖ್ಯೆಯಲ್ಲಿ ಸ್ಪರ್ಧಾಳುಗಳು ಪಾಲ್ಗೊಂಡು ಯಶಸ್ವಿಯಾಗಿಸಬೇಕೆಂದು ಅಗತ್ಯ ಕ್ರಮ ಕೈಗೊಳ್ಳಬೇಕೆಂದು ದಸರಾ ಕ್ರೀಡಾ ಸಮಿತಿ ಅಧ್ಯಕ್ಷ, ಜಿಲ್ಲಾ ಕೈಗಾರಿಕಾ ಕೇಂದ್ರ ಜಂಟಿನಿರ್ದೇಶಕ ಲಿಂಗರಾಜು ಡಿ.ಕೆ. ಅವರಿಗೆ ಸೂಚನೆ ನೀಡಿದರು. ಸಭೆಯಲ್ಲಿ ಯುವಸಬಲೀಕರಣ ಹಾಗೂ ಕ್ರೀಡಾ ಇಲಾಖೆ ಸಹಾಯಕ ನಿರ್ದೇಶಕ ರೋಹಿತ್ ಗಂಗಾಧರ್, ಕಾರ್ಮಿಕ ಅಧಿಕಾರಿ ತೇಜಾವತಿ, ಡಿವೈಎಸ್‌ಪಿ ಚಂದ್ರಶೇಖರ್, ವಿವಿಧ ಕ್ರೀಡಾ ಸಂಘ-ಸಂಸ್ಥೆಗಳ ಪದಾಧಿಕಾರಿಗಳು ಹಾಜರಿದ್ದರು. <box>305 438 571 691</box>
headline-road-contractor: ಯಡಿಯೂರು - ಮಾಯಸಂದ್ರ ರಸ್ತೆ ಕಳಪೆ ಇಲ್ಲ, ಗುತ್ತಿಗೆದಾರರ ಸ್ಪಷ್ಟನೆ <box>44 968 628 1001</box>
article-body-col: ತುರುವೇಕೆರೆ: ಪ್ರಧಾನ ಮಂತ್ರಿ ಆತ್ಮ ನಿರ್ಭರ ಯೋಜನೆಯ ಮೂಲಕ ಗ್ರಾಮೀಣ ಪ್ರದೇಶದಲ್ಲಿಯೂ ಸಣ್ಣ ಉದ್ಯಮಗಳನ್ನು ಸ್ಥಾಪಿಸಲು ಸಹಕಾರಿಯಾಗಿದೆ ಎಂದು ಬಿಜೆಪಿ ಹಿಂದುಳಿದ ವರ್ಗದ ಮುಖಂಡ ಹಾಗೂ ಮಾಜಿ ಶಾಸಕ ಎಂ.ಡಿ.ಲಕ್ಷ್ಮೀನಾರಾಯಣ್ ತಿಳಿಸಿದರು. ತಾಲೂಕಿನ ದಂಡಿನಶಿವರ ಹೋಬಳಿ ಕುಬಲರಹಳ್ಳಿ ಗ್ರಾಮದ ಮಂಜುನಾಥ್ ದಂಪತಿಗಳು <box>762 1133 1001 1237</box>
article-body-col: ತಮ್ಮ ಹಳ್ಳಿಯಲ್ಲಿಯೇ ಸ್ಥಾಪಿಸಿರುವ ತ್ರಿಶೂಲ ಮಸಾಲ ಕಂಪನಿಗೆ ಭೇಟಿ ನೀಡಿ ಕುಟುಂಬಸ್ಥರೊಂದಿಗೆ ಮಾತನಾಡಿದ ಅವರು ಗ್ರಾಮೀಣ ಮಟ್ಟದಲ್ಲಿ ಕಂಪನಿ ಸಣ್ಣ ಕೈಗಾರಿಕೆಗಳನ್ನು ಸ್ಥಾಪಿಸಲು ಪ್ರಧಾನ ಮಂತ್ರಿಯವರು ಆತ್ಮ ನಿರ್ಭರ ಯೋಜನೆಯನ್ನು ಉತ್ತೇಜನ ನೀಡಲಾಗುತ್ತದೆ. ಸಣ್ಣ ಉದ್ಯಮ ಸ್ಥಾಪನೆ ಮಾಡಲು ಆರಂಭದಲ್ಲಿ ಸರ್ಕಾರದಿಂದ ಪ್ರೋತ್ಸಾಹ ಧನ ಹಾಗೂ ಸಾಲ ಸೌಲಭ್ಯವನ್ನು ಒದಗಿಸಲಾಗುತ್ತದೆ. ಮುದ್ರಾ ಯೋಜನೆ ಮೂಲಕ ಸಾಲ ಪಡೆದು ಸ್ವಯಂ ಉದ್ಯೋಗ ಕೈಗೊಳ್ಳಬಹುದು. ಈ ಮೂಲಕ ಸಣ್ಣ ಉದ್ಯಮಿಗಳು ಸಶಕ್ತರಾಗಲು ಸಾಧ್ಯವಿದೆ. ಮಂಜುನಾಥ್ ದಂಪತಿಗಳು ತಮ್ಮ ಹೊಲದಲ್ಲಿ ಬೆಳೆದ ಉತ್ಪನ್ನಗಳನ್ನು ಬಳಸಿಕೊಂಡು ಮಸಾಲಾ ಪದಾರ್ಥಗಳನ್ನು ತಯಾರಿಸಿ ಮಾರುಕಟ್ಟೆಗೆ ಪೂರೈಸುತ್ತಿದ್ದಾರೆ. <box>762 1328 1001 1507</box>
page-number: Page: 2 <box>1409 87 1468 106</box>
headline-atmanirbhar-line2: ಸಣ್ಣ ಉದ್ಯಮಗಳನ್ನು ಸ್ಥಾಪಿಸಲು ಸಹಕಾರಿ <box>762 1047 1367 1103</box>
meeting-photo <box>44 226 571 428</box>
newspaper-logo <box>44 84 163 110</box>
road-inspection-photo <box>279 1026 748 1330</box>
article-body-col: ತುಮಕೂರು: ದಸರಾ ಉತ್ಸವದ ಪ್ರಯುಕ್ತ ಜಿಲ್ಲಾಡಳಿತ, ಜಿಲ್ಲಾ ಪಂಚಾಯತ್, ಯುವ ಸಬಲೀಕರಣ ಮತ್ತು ಕ್ರೀಡಾ ಇಲಾಖೆಗಳ ಸಹಯೋಗದಲ್ಲಿ ಅಕ್ಟೋಬರ್ 11ರಂದು ಬೆಳಿಗ್ಗೆ 6.30 ಗಂಟೆಗೆ ಮಿನಿ ಮ್ಯಾರಥಾನ್ ಆಯೋಜಿಸಲಾಗಿದೆ ಎಂದು ಅಪರ ಜಿಲ್ಲಾಧಿಕಾರಿ ಡಾ. ಎನ್. ತಿಪ್ಪೇಸ್ವಾಮಿ ತಿಳಿಸಿದರು. ಜಿಲ್ಲಾಧಿಕಾರಿಗಳ ಕಚೇರಿಯಲ್ಲಿಂದು ಸಂಜೆ ಪೂರ್ವಭಾವಿ ಸಭೆ ಅಧ್ಯಕ್ಷತೆವಹಿಸಿ ಮಾತನಾಡಿದ ಅವರು ದಸರಾ ಉತ್ಸವದ ಅಂಗವಾಗಿ ಈ ಮ್ಯಾರಥಾನ್ ಆಯೋಜಿಸಲಾಗಿದ್ದು ಮ್ಯಾರಥಾನ್‌ನಲ್ಲಿ ಎಲ್ಲ ವಯೋಮಾನದವರು ಪಾಲ್ಗೊಳ್ಳಬಹುದಾಗಿದೆ. ಮ್ಯಾರಥಾನ್ ಅಂದು ಬೆಳಿಗ್ಗೆ 6.30 ಗಂಟೆಗೆ ನಗರದ ಮಹಾತ್ಮಗಾಂಧಿ ಕ್ರೀಡಾಂಗಣದಿಂದ ಪ್ರಾರಂಭಗೊಂಡು ಡಾ ಶಿವಕುಮಾರಸ್ವಾಮೀಜಿ ವೃತ್ತ, ಎಸ್‌ಐಟಿ ಕಾಲೇಜು, ಗಂಗೋತ್ರಿ ರಸ್ತೆ, ಬಿ.ಹೆಚ್. ರಸ್ತೆ, ಕಾಲ್ಟ್ಯಾಕ್ಸ್, ಗುಬ್ಬಿಗೇಟ್, ದಿಬ್ಬೂರು ಕ್ರಾಸ್, ಡಬಲ್ ರೋಡ್, ಅಮಾನಿಕೆರೆ ರಸ್ತೆ, ಡಿಸಿ ಕಚೇರಿ ರಸ್ತೆ, ಕೋಟೆ ಆಂಜನೇಯ ವೃತ್ತ, ತಮ್ಮಯ್ಯ ಹಾಸ್ಪಿಟಲ್ ವೃತ್ತದ ಮೂಲಕ <box>44 438 297 672</box>
section-rule <box>44 946 1468 947</box>
article-body-col: ಗುಬ್ಬಿ: ವಿಶ್ವ ವಿಖ್ಯಾತಿ ಮೈಸೂರು ದಸರಾ ವೈಭವದಷ್ಟೇ ಮಾದರಿ ತುಮಕೂರು ದಸರಾ ಉತ್ಸವ ಆಯೋಜನೆ ಮಾಡಿ ಜಿಲ್ಲೆಯ ಪ್ರತಿ ನಿತ್ಯ ಧಾರ್ಮಿಕ ಉತ್ಸವಗಳು, ನವರಾತ್ರಿ ಉತ್ಸವಗಳು, ವಿಶೇಷ ಅಲಂಕಾರ, ಪೂಜೆ ಹಾಗೂ ಸಾಂಸ್ಕೃತಿಕ ಕಾರ್ಯಕ್ರಮಗಳು ನಡೆಯಲಿವೆ. ವಿಶೇಷವಾಗಿ ಇದೇ ತಿಂಗಳ 11 ಮತ್ತು 12 ರಂದು ಆಕರ್ಷಕವಾಗಿ ಕಾರ್ಯಕ್ರಮಗಳು ಜರುಗಲಿವೆ. ಜಿಲ್ಲೆಯ ಸಾವಿರಾರು ಸಂಖ್ಯೆಯ ಮಂದಿ ಈ ತುಮಕೂರು ದಸರಾ ಉತ್ಸವದಲ್ಲಿ ಭಾಗವಹಿಸಬೇಕೆಂದು ಗುಬ್ಬಿ ತಾಲೂಕಿನ ತಹಶೀಲ್ದಾರ್ ಬಿ.ಆರತಿ ಮನವಿ ಮಾಡಿದರು. ಪಟ್ಟಣದ ತಾಲೂಕು ಕಚೇರಿಯಲ್ಲಿ ನಡೆದ ಸುದ್ದಿಗೋಷ್ಠಿಯಲ್ಲಿ ದಸರಾ ಉತ್ಸವದ ಭಿತ್ತಿಪತ್ರ ಬಿಡುಗಡೆಗೊಳಿಸಿ ಮಾತನಾಡಿದ ಅವರು ಜಿಲ್ಲಾಡಳಿತ ಹಮ್ಮಿಕೊಂಡಿರುವ ಕಾರ್ಯಕ್ರಮದಲ್ಲಿ ಸಾರ್ವಜನಿಕರು ಭಾಗವಹಿಸಬೇಕು. ದಸರಾ ಉತ್ಸವದ ವಿಶೇಷ ದೀಪಾಲಂಕಾರ ನಗರವನ್ನು ಸಿಂಗರಿಸಲಿದೆ. ಜಿಲ್ಲೆಯ ಎಲ್ಲಾ ತಾಲೂಕುಗಳಿಂದ ಕಲಾತಂಡಗಳು ಭಾಗವಹಿಸಲಿವೆ. ಅಂದು ಸಂಜೆ ನಡೆಯುವ ಜಂಬೂ ಸವಾರಿ ಮೆರವಣಿಗೆಯಲ್ಲಿ ಎಲ್ಲರೂ ಭಾಗಿಯಾಗಬೇಕು. ಆದ್ದರಿಂದ ನಗರದ ಸರ್ಕಾರಿ ಜೂನಿಯರ್ ಕಾಲೇಜು ಮೈದಾನದಲ್ಲಿ ಮುಖ್ಯ ವೇದಿಕೆ ನಿರ್ಮಾಣ <box>44 1844 273 2151</box>
